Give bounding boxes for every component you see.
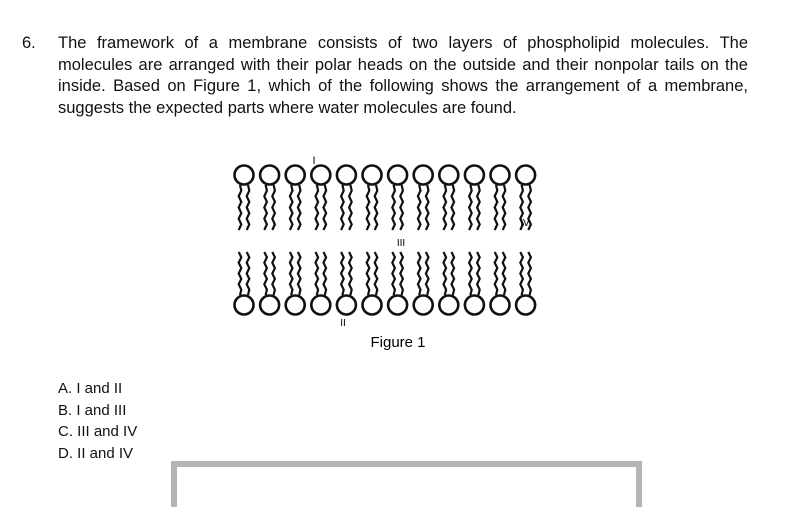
nonpolar-tail: [400, 185, 403, 230]
nonpolar-tail: [341, 252, 344, 295]
nonpolar-tail: [392, 252, 395, 295]
nonpolar-tail: [477, 185, 480, 230]
label-iii: III: [396, 238, 406, 249]
phospholipid-bilayer: [235, 166, 536, 315]
polar-head: [260, 166, 279, 185]
phospholipid-upper: [311, 166, 330, 231]
nonpolar-tail: [298, 252, 301, 295]
nonpolar-tail: [444, 185, 447, 230]
polar-head: [414, 166, 433, 185]
nonpolar-tail: [349, 185, 352, 230]
nonpolar-tail: [324, 185, 327, 230]
nonpolar-tail: [426, 252, 429, 295]
nonpolar-tail: [324, 252, 327, 295]
nonpolar-tail: [520, 252, 523, 295]
figure-caption: Figure 1: [370, 334, 426, 351]
nonpolar-tail: [367, 252, 370, 295]
nonpolar-tail: [392, 185, 395, 230]
nonpolar-tail: [444, 252, 447, 295]
polar-head: [363, 296, 382, 315]
nonpolar-tail: [469, 185, 472, 230]
polar-head: [363, 166, 382, 185]
polar-head: [388, 296, 407, 315]
polar-head: [235, 296, 254, 315]
phospholipid-lower: [388, 252, 407, 315]
answer-options: [58, 378, 137, 464]
polar-head: [439, 296, 458, 315]
polar-head: [311, 296, 330, 315]
polar-head: [337, 166, 356, 185]
nonpolar-tail: [367, 185, 370, 230]
nonpolar-tail: [272, 185, 275, 230]
polar-head: [260, 296, 279, 315]
nonpolar-tail: [375, 185, 378, 230]
phospholipid-lower: [465, 252, 484, 315]
nonpolar-tail: [239, 252, 242, 295]
phospholipid-upper: [465, 166, 484, 231]
phospholipid-lower: [439, 252, 458, 315]
nonpolar-tail: [290, 252, 293, 295]
polar-head: [465, 166, 484, 185]
polar-head: [388, 166, 407, 185]
polar-head: [491, 166, 510, 185]
nonpolar-tail: [418, 252, 421, 295]
phospholipid-upper: [337, 166, 356, 231]
polar-head: [439, 166, 458, 185]
polar-head: [337, 296, 356, 315]
nonpolar-tail: [503, 185, 506, 230]
nonpolar-tail: [375, 252, 378, 295]
polar-head: [465, 296, 484, 315]
nonpolar-tail: [298, 185, 301, 230]
phospholipid-upper: [388, 166, 407, 231]
nonpolar-tail: [247, 185, 250, 230]
phospholipid-lower: [516, 252, 535, 315]
option-a[interactable]: A. I and II: [58, 380, 123, 397]
phospholipid-lower: [491, 252, 510, 315]
phospholipid-lower: [286, 252, 305, 315]
polar-head: [311, 166, 330, 185]
option-d[interactable]: D. II and IV: [58, 444, 134, 462]
polar-head: [516, 296, 535, 315]
phospholipid-upper: [414, 166, 433, 231]
phospholipid-upper: [491, 166, 510, 231]
phospholipid-upper: [286, 166, 305, 231]
polar-head: [491, 296, 510, 315]
nonpolar-tail: [528, 252, 531, 295]
label-i: I: [312, 155, 316, 167]
phospholipid-lower: [337, 252, 356, 315]
phospholipid-upper: [439, 166, 458, 231]
nonpolar-tail: [495, 185, 498, 230]
nonpolar-tail: [272, 252, 275, 295]
nonpolar-tail: [495, 252, 498, 295]
option-c[interactable]: C. III and IV: [58, 423, 138, 440]
phospholipid-lower: [235, 252, 254, 315]
nonpolar-tail: [264, 252, 267, 295]
nonpolar-tail: [316, 252, 319, 295]
nonpolar-tail: [290, 185, 293, 230]
phospholipid-upper: [235, 166, 254, 231]
label-iv: IV: [520, 218, 530, 229]
nonpolar-tail: [477, 252, 480, 295]
polar-head: [286, 296, 305, 315]
question-text: The framework of a membrane consists of two layers of phospholipid molecules. The molecules are arranged with their polar heads on the outside and their nonpolar tails on the inside. Based on Figure 1, which of the following shows the arrangement of a membrane, suggests the expected parts where water molecules are found.: [58, 34, 748, 117]
nonpolar-tail: [503, 252, 506, 295]
polar-head: [235, 166, 254, 185]
nonpolar-tail: [341, 185, 344, 230]
nonpolar-tail: [247, 252, 250, 295]
polar-head: [516, 166, 535, 185]
nonpolar-tail: [316, 185, 319, 230]
nonpolar-tail: [452, 252, 455, 295]
nonpolar-tail: [400, 252, 403, 295]
label-ii: II: [340, 318, 346, 329]
phospholipid-upper: [260, 166, 279, 231]
answer-box[interactable]: [171, 461, 642, 507]
nonpolar-tail: [469, 252, 472, 295]
phospholipid-upper: [363, 166, 382, 231]
phospholipid-lower: [363, 252, 382, 315]
nonpolar-tail: [418, 185, 421, 230]
phospholipid-lower: [414, 252, 433, 315]
polar-head: [286, 166, 305, 185]
question-number: 6.: [22, 34, 36, 52]
polar-head: [414, 296, 433, 315]
phospholipid-lower: [311, 252, 330, 315]
option-b[interactable]: B. I and III: [58, 401, 127, 419]
phospholipid-lower: [260, 252, 279, 315]
nonpolar-tail: [452, 185, 455, 230]
nonpolar-tail: [349, 252, 352, 295]
nonpolar-tail: [426, 185, 429, 230]
nonpolar-tail: [239, 185, 242, 230]
nonpolar-tail: [264, 185, 267, 230]
